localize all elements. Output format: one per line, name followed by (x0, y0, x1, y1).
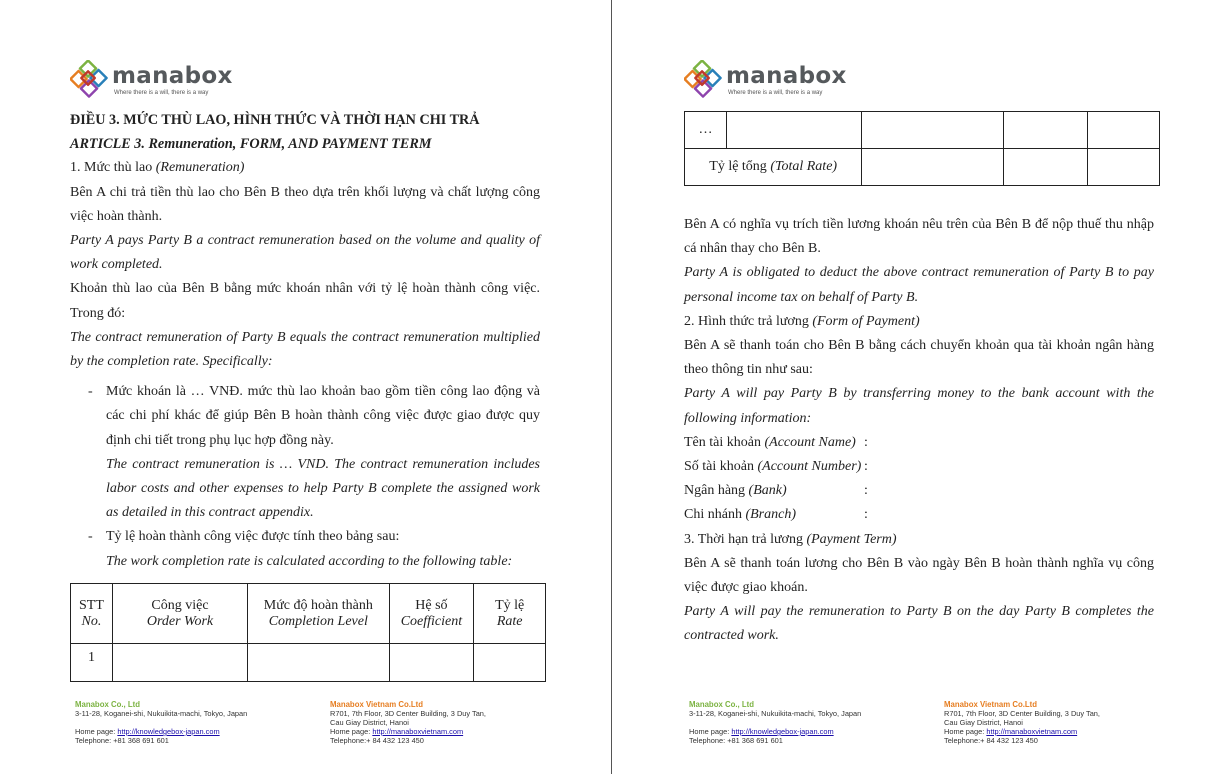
article-3-body (70, 108, 540, 574)
homepage-link[interactable]: http://knowledgebox-japan.com (731, 727, 834, 736)
field-account-name: Tên tài khoản (Account Name) : (684, 434, 868, 450)
paragraph-en: The contract remuneration of Party B equals the contract remuneration multiplied by the completion rate. Specifically: (70, 329, 540, 370)
logo-tagline: Where there is a will, there is a way (728, 90, 823, 96)
paragraph-vi: Bên A có nghĩa vụ trích tiền lương khoán nêu trên của Bên B để nộp thuế thu nhập cá nhân thay cho Bên B. (684, 217, 1154, 257)
footer-vietnam-office: Manabox Vietnam Co.Ltd R701, 7th Floor, 3D Center Building, 3 Duy Tan, Cau Giay District, Hanoi Home page: http://manaboxvietnam.com Telephone:+ 84 432 123 450 (944, 700, 1100, 745)
bullet-item: - Mức khoán là … VNĐ. mức thù lao khoản bao gồm tiền công lao động và các chi phí khác để giúp Bên B hoàn thành công việc được giao được quy định chi tiết trong phụ lục hợp đồng này. (88, 384, 540, 448)
table-cell (862, 112, 1003, 149)
table-cell (389, 644, 474, 682)
manabox-flower-icon (684, 60, 722, 98)
table-total-row (685, 149, 1160, 186)
table-cell (1088, 112, 1160, 149)
paragraph-vi: Bên A sẽ thanh toán cho Bên B bằng cách chuyển khoản qua tài khoản ngân hàng theo thông tin như sau: (684, 338, 1154, 378)
bullet-translation: The contract remuneration is … VND. The contract remuneration includes labor costs and other expenses to help Party B complete the assigned work as detailed in this contract appendix. (106, 456, 540, 521)
paragraph-en: Party A will pay the remuneration to Party B on the day Party B completes the contracted work. (684, 604, 1154, 644)
field-account-number: Số tài khoản (Account Number) : (684, 459, 868, 475)
footer-japan-office: Manabox Co., Ltd 3-11-28, Koganei-shi, Nukuikita-machi, Tokyo, Japan Home page: http://knowledgebox-japan.com Telephone: +81 368 691 601 (75, 700, 248, 745)
field-bank: Ngân hàng (Bank) : (684, 483, 868, 499)
section-1-title: 1. Mức thù lao (Remuneration) (70, 160, 245, 176)
homepage-link[interactable]: http://knowledgebox-japan.com (117, 727, 220, 736)
page-divider (611, 0, 612, 774)
table-header-cell: Tỷ lệ Rate (474, 584, 546, 644)
table-row (685, 112, 1160, 149)
bullet-translation: The work completion rate is calculated according to the following table: (106, 553, 513, 569)
paragraph-en: Party A is obligated to deduct the above contract remuneration of Party B to pay personal income tax on behalf of Party B. (684, 265, 1154, 305)
article-heading-vi: ĐIỀU 3. MỨC THÙ LAO, HÌNH THỨC VÀ THỜI HẠN CHI TRẢ (70, 112, 480, 128)
payment-body (684, 213, 1154, 649)
table-row (71, 644, 546, 682)
completion-rate-table-continued (684, 111, 1160, 186)
table-cell (112, 644, 247, 682)
table-cell (726, 112, 861, 149)
homepage-link[interactable]: http://manaboxvietnam.com (986, 727, 1078, 736)
table-cell (474, 644, 546, 682)
table-header-cell: Mức độ hoàn thành Completion Level (248, 584, 389, 644)
completion-rate-table (70, 583, 546, 682)
table-cell (1003, 112, 1088, 149)
table-header-cell: Công việc Order Work (112, 584, 247, 644)
logo-wordmark: manabox (112, 63, 233, 89)
table-cell: … (685, 112, 727, 149)
table-header-cell: STT No. (71, 584, 113, 644)
paragraph-vi: Bên A sẽ thanh toán lương cho Bên B vào ngày Bên B hoàn thành nghĩa vụ công việc được giao khoán. (684, 555, 1154, 595)
table-cell (248, 644, 389, 682)
section-2-title: 2. Hình thức trả lương (Form of Payment) (684, 313, 920, 329)
footer-vietnam-office: Manabox Vietnam Co.Ltd R701, 7th Floor, 3D Center Building, 3 Duy Tan, Cau Giay District, Hanoi Home page: http://manaboxvietnam.com Telephone:+ 84 432 123 450 (330, 700, 486, 745)
table-cell (1003, 149, 1088, 186)
section-3-title: 3. Thời hạn trả lương (Payment Term) (684, 531, 897, 547)
table-cell (1088, 149, 1160, 186)
article-heading-en: ARTICLE 3. Remuneration, FORM, AND PAYMENT TERM (70, 136, 432, 153)
footer-japan-office: Manabox Co., Ltd 3-11-28, Koganei-shi, Nukuikita-machi, Tokyo, Japan Home page: http://knowledgebox-japan.com Telephone: +81 368 691 601 (689, 700, 862, 745)
paragraph-en: Party A will pay Party B by transferring money to the bank account with the following information: (684, 386, 1154, 426)
manabox-flower-icon (70, 60, 108, 98)
table-header-row (71, 584, 546, 644)
paragraph-vi: Khoản thù lao của Bên B bằng mức khoán nhân với tỷ lệ hoàn thành công việc. Trong đó: (70, 281, 540, 321)
table-cell: Tỷ lệ tổng (Total Rate) (685, 149, 862, 186)
paragraph-vi: Bên A chi trả tiền thù lao cho Bên B theo dựa trên khối lượng và chất lượng công việc hoàn thành. (70, 184, 540, 224)
document-page-right (613, 0, 1221, 774)
table-cell: 1 (71, 644, 113, 682)
field-branch: Chi nhánh (Branch) : (684, 507, 868, 523)
table-header-cell: Hệ số Coefficient (389, 584, 474, 644)
paragraph-en: Party A pays Party B a contract remuneration based on the volume and quality of work completed. (70, 233, 540, 273)
logo-tagline: Where there is a will, there is a way (114, 90, 209, 96)
homepage-link[interactable]: http://manaboxvietnam.com (372, 727, 464, 736)
table-cell (862, 149, 1003, 186)
bullet-item: - Tỷ lệ hoàn thành công việc được tính theo bảng sau: (88, 529, 400, 545)
logo-wordmark: manabox (726, 63, 847, 89)
